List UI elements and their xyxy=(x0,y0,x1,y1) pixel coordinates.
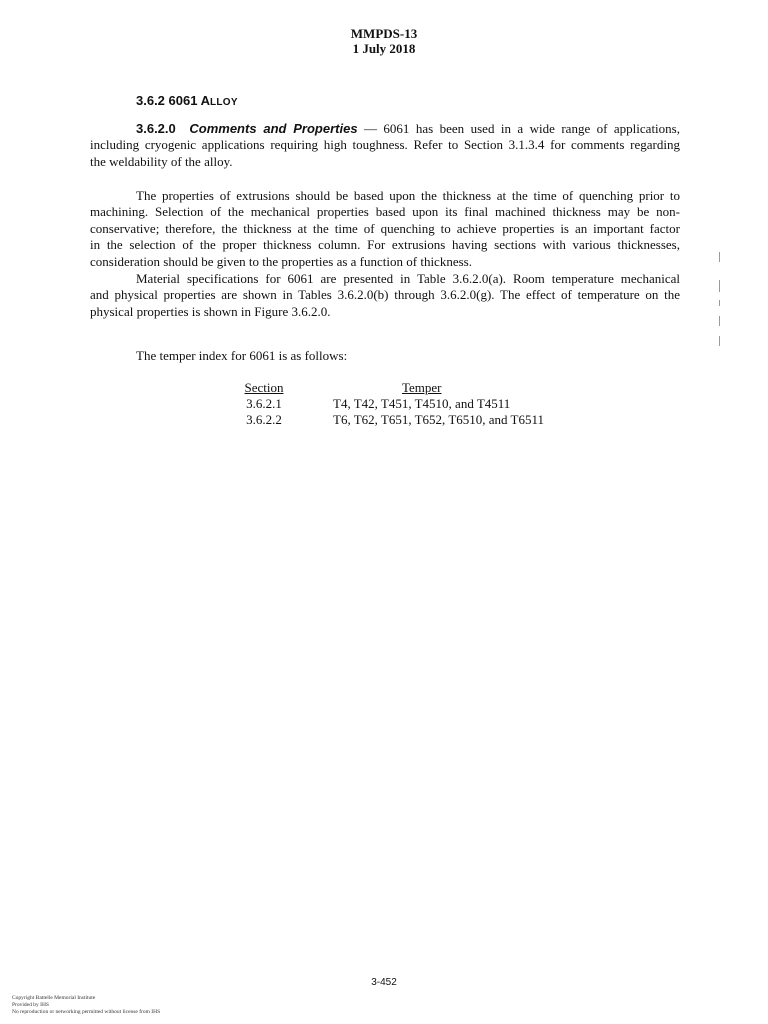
table-header-section: Section xyxy=(244,380,284,395)
paragraph-line: The temper index for 6061 is as follows: xyxy=(136,348,348,363)
footer-license: No reproduction or networking permitted without license from IHS xyxy=(12,1009,161,1015)
paragraph-text: — 6061 has been used in a wide range of applications, xyxy=(357,121,680,136)
paragraph-extrusions xyxy=(90,188,680,270)
section-heading xyxy=(136,93,238,108)
paragraph-comments-properties xyxy=(90,121,680,170)
subsection-number: 3.6.2.0 xyxy=(136,121,176,136)
paragraph-temper-index xyxy=(90,348,680,364)
footer-copyright: Copyright Battelle Memorial Institute xyxy=(12,995,96,1001)
table-cell-temper: T6, T62, T651, T652, T6510, and T6511 xyxy=(333,412,545,427)
paragraph-line: in the selection of the proper thickness column. For extrusions having sections with various thicknesses, xyxy=(90,237,680,253)
subsection-heading xyxy=(136,121,358,136)
paragraph-line: including cryogenic applications requiring high toughness. Refer to Section 3.1.3.4 for comments regarding xyxy=(90,137,680,153)
paragraph-line: The properties of extrusions should be based upon the thickness at the time of quenching prior to xyxy=(136,188,680,203)
paragraph-line: the weldability of the alloy. xyxy=(90,153,233,169)
paragraph-line: physical properties is shown in Figure 3.6.2.0. xyxy=(90,303,331,319)
footer-provider: Provided by IHS xyxy=(12,1002,49,1008)
table-cell-section: 3.6.2.2 xyxy=(246,412,282,427)
paragraph-line: consideration should be given to the properties as a function of thickness. xyxy=(90,253,472,269)
section-number: 3.6.2 xyxy=(136,93,165,108)
paragraph-material-specs xyxy=(90,271,680,320)
paragraph-line: and physical properties are shown in Tables 3.6.2.0(b) through 3.6.2.0(g). The effect of temperature on the xyxy=(90,287,680,303)
section-title-rest: LLOY xyxy=(209,97,238,108)
subsection-title: Comments and Properties xyxy=(189,121,358,136)
table-cell-section: 3.6.2.1 xyxy=(246,396,282,411)
paragraph-line: conservative; therefore, the thickness at the time of quenching to achieve properties is an important factor xyxy=(90,220,680,236)
margin-change-marks xyxy=(718,252,722,348)
document-id: MMPDS-13 xyxy=(350,26,418,41)
section-title-first: 6061 A xyxy=(168,93,210,108)
paragraph-line: Material specifications for 6061 are presented in Table 3.6.2.0(a). Room temperature mechanical xyxy=(136,271,680,286)
document-date: 1 July 2018 xyxy=(352,41,416,56)
table-header-temper: Temper xyxy=(402,380,442,395)
table-cell-temper: T4, T42, T451, T4510, and T4511 xyxy=(333,396,511,411)
page-number: 3-452 xyxy=(371,977,397,988)
paragraph-line: machining. Selection of the mechanical properties based upon its final machined thickness may be non- xyxy=(90,204,680,220)
paragraph-line xyxy=(90,121,680,137)
